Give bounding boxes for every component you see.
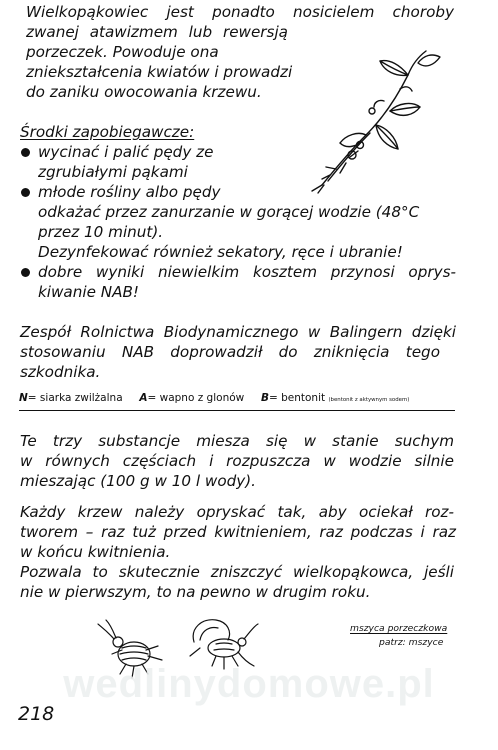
- spray-line-5: nie w pierwszym, to na pewno w drugim roku.: [20, 583, 371, 601]
- currant-branch-illustration: [300, 45, 450, 195]
- prevention-heading: Środki zapobiegawcze:: [20, 123, 195, 141]
- spray-line-3: w końcu kwitnienia.: [20, 543, 171, 561]
- ingredients-legend: [19, 391, 455, 411]
- intro-line-1: Wielkopąkowiec jest ponadto nosicielem choroby: [26, 3, 454, 21]
- bullet-2-line-2: odkażać przez zanurzanie w gorącej wodzie (48°C: [38, 203, 420, 221]
- intro-line-3: porzeczek. Powoduje ona: [26, 43, 219, 61]
- bullet-2-line-1: młode rośliny albo pędy: [38, 183, 221, 201]
- bullet-1-line-1: wycinać i palić pędy ze: [38, 143, 214, 161]
- bullet-icon: [21, 148, 30, 157]
- bullet-3-line-2: kiwanie NAB!: [38, 283, 140, 301]
- legend-b-text: = bentonit: [268, 392, 326, 404]
- bullet-icon: [21, 268, 30, 277]
- bullet-1-line-2: zgrubiałymi pąkami: [38, 163, 188, 181]
- mix-line-3: mieszając (100 g w 10 l wody).: [20, 472, 257, 490]
- bullet-icon: [21, 188, 30, 197]
- bullet-2-line-4: Dezynfekować również sekatory, ręce i ubranie!: [38, 243, 403, 261]
- legend-b-note: (bentonit z aktywnym sodem): [328, 397, 410, 403]
- intro-line-4: zniekształcenia kwiatów i prowadzi: [26, 63, 293, 81]
- spray-line-4: Pozwala to skutecznie zniszczyć wielkopąkowca, jeśli: [20, 563, 454, 581]
- legend-a-letter: A: [139, 392, 148, 404]
- mix-line-2: w równych częściach i rozpuszcza w wodzie silnie: [20, 452, 454, 470]
- balingen-line-1: Zespół Rolnictwa Biodynamicznego w Balingern dzięki: [20, 323, 456, 341]
- legend-a-text: = wapno z glonów: [147, 392, 245, 404]
- figure-caption-see-also: patrz: mszyce: [379, 637, 444, 648]
- legend-n-text: = siarka zwilżalna: [27, 392, 123, 404]
- figure-caption-title: mszyca porzeczkowa: [350, 623, 448, 634]
- spray-line-2: tworem – raz tuż przed kwitnieniem, raz podczas i raz: [20, 523, 456, 541]
- legend-b-letter: B: [260, 392, 269, 404]
- bullet-2-line-3: przez 10 minut).: [38, 223, 164, 241]
- bullet-3-line-1: dobre wyniki niewielkim kosztem przynosi oprys-: [38, 263, 456, 281]
- spray-line-1: Każdy krzew należy opryskać tak, aby ociekał roz-: [20, 503, 454, 521]
- legend-n-letter: N: [19, 392, 28, 404]
- intro-line-2: zwanej atawizmem lub rewersją: [26, 23, 288, 41]
- mix-line-1: Te trzy substancje miesza się w stanie suchym: [20, 432, 454, 450]
- balingen-line-2: stosowaniu NAB doprowadził do zniknięcia tego: [20, 343, 440, 361]
- balingen-line-3: szkodnika.: [20, 363, 101, 381]
- page-number: 218: [18, 703, 55, 725]
- intro-line-5: do zaniku owocowania krzewu.: [26, 83, 262, 101]
- site-watermark: wedlinydomowe.pl: [63, 662, 435, 706]
